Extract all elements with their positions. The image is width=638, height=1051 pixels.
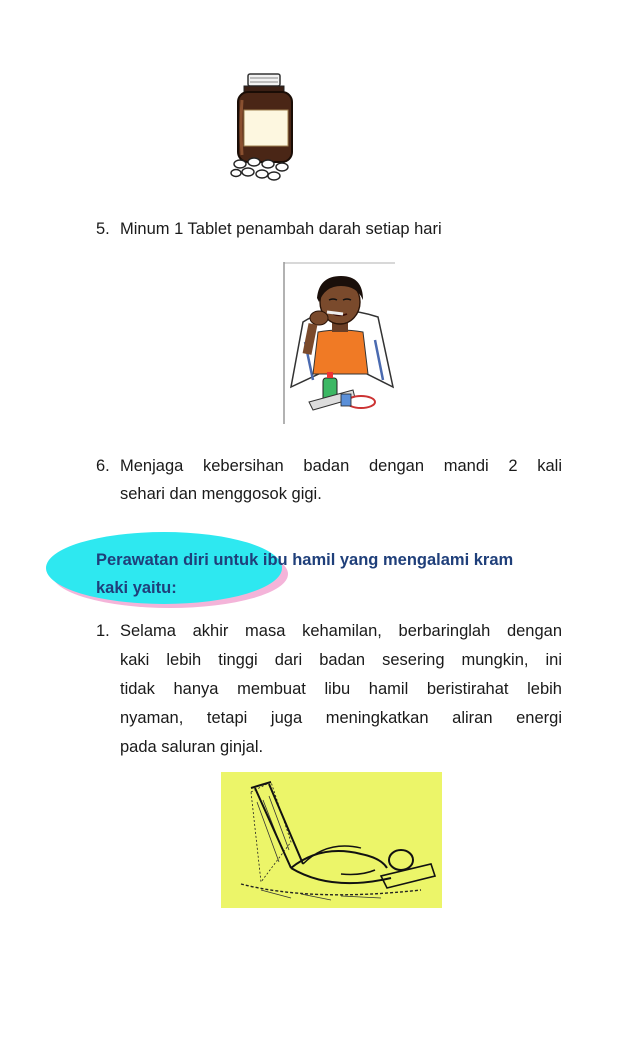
list-item-line: Selama akhir masa kehamilan, berbaringlah dengan: [120, 622, 562, 640]
list-number-5: 5.: [96, 220, 110, 238]
pill-bottle-icon: [228, 70, 300, 182]
list-number-1: 1.: [96, 622, 110, 640]
woman-lying-sketch: [221, 772, 442, 908]
list-item-line: Minum 1 Tablet penambah darah setiap hari: [120, 220, 442, 238]
list-item-1: [120, 617, 562, 762]
list-item-line: pada saluran ginjal.: [120, 738, 264, 756]
list-number-6: 6.: [96, 457, 110, 475]
list-item-line: tidak hanya membuat libu hamil beristirahat lebih: [120, 680, 562, 698]
woman-brushing-teeth-illustration: [283, 262, 398, 424]
heading-line-1: Perawatan diri untuk ibu hamil yang mengalami kram: [96, 551, 514, 569]
section-heading: [96, 546, 562, 602]
heading-line-2: kaki yaitu:: [96, 579, 177, 597]
list-item-line: nyaman, tetapi juga meningkatkan aliran energi: [120, 709, 562, 727]
list-item-line: kaki lebih tinggi dari badan sesering mungkin, ini: [120, 651, 562, 669]
list-item-line: Menjaga kebersihan badan dengan mandi 2 kali: [120, 457, 562, 475]
list-item-6: [120, 452, 562, 508]
list-item-line: sehari dan menggosok gigi.: [120, 485, 322, 503]
list-item-5: [120, 215, 562, 243]
